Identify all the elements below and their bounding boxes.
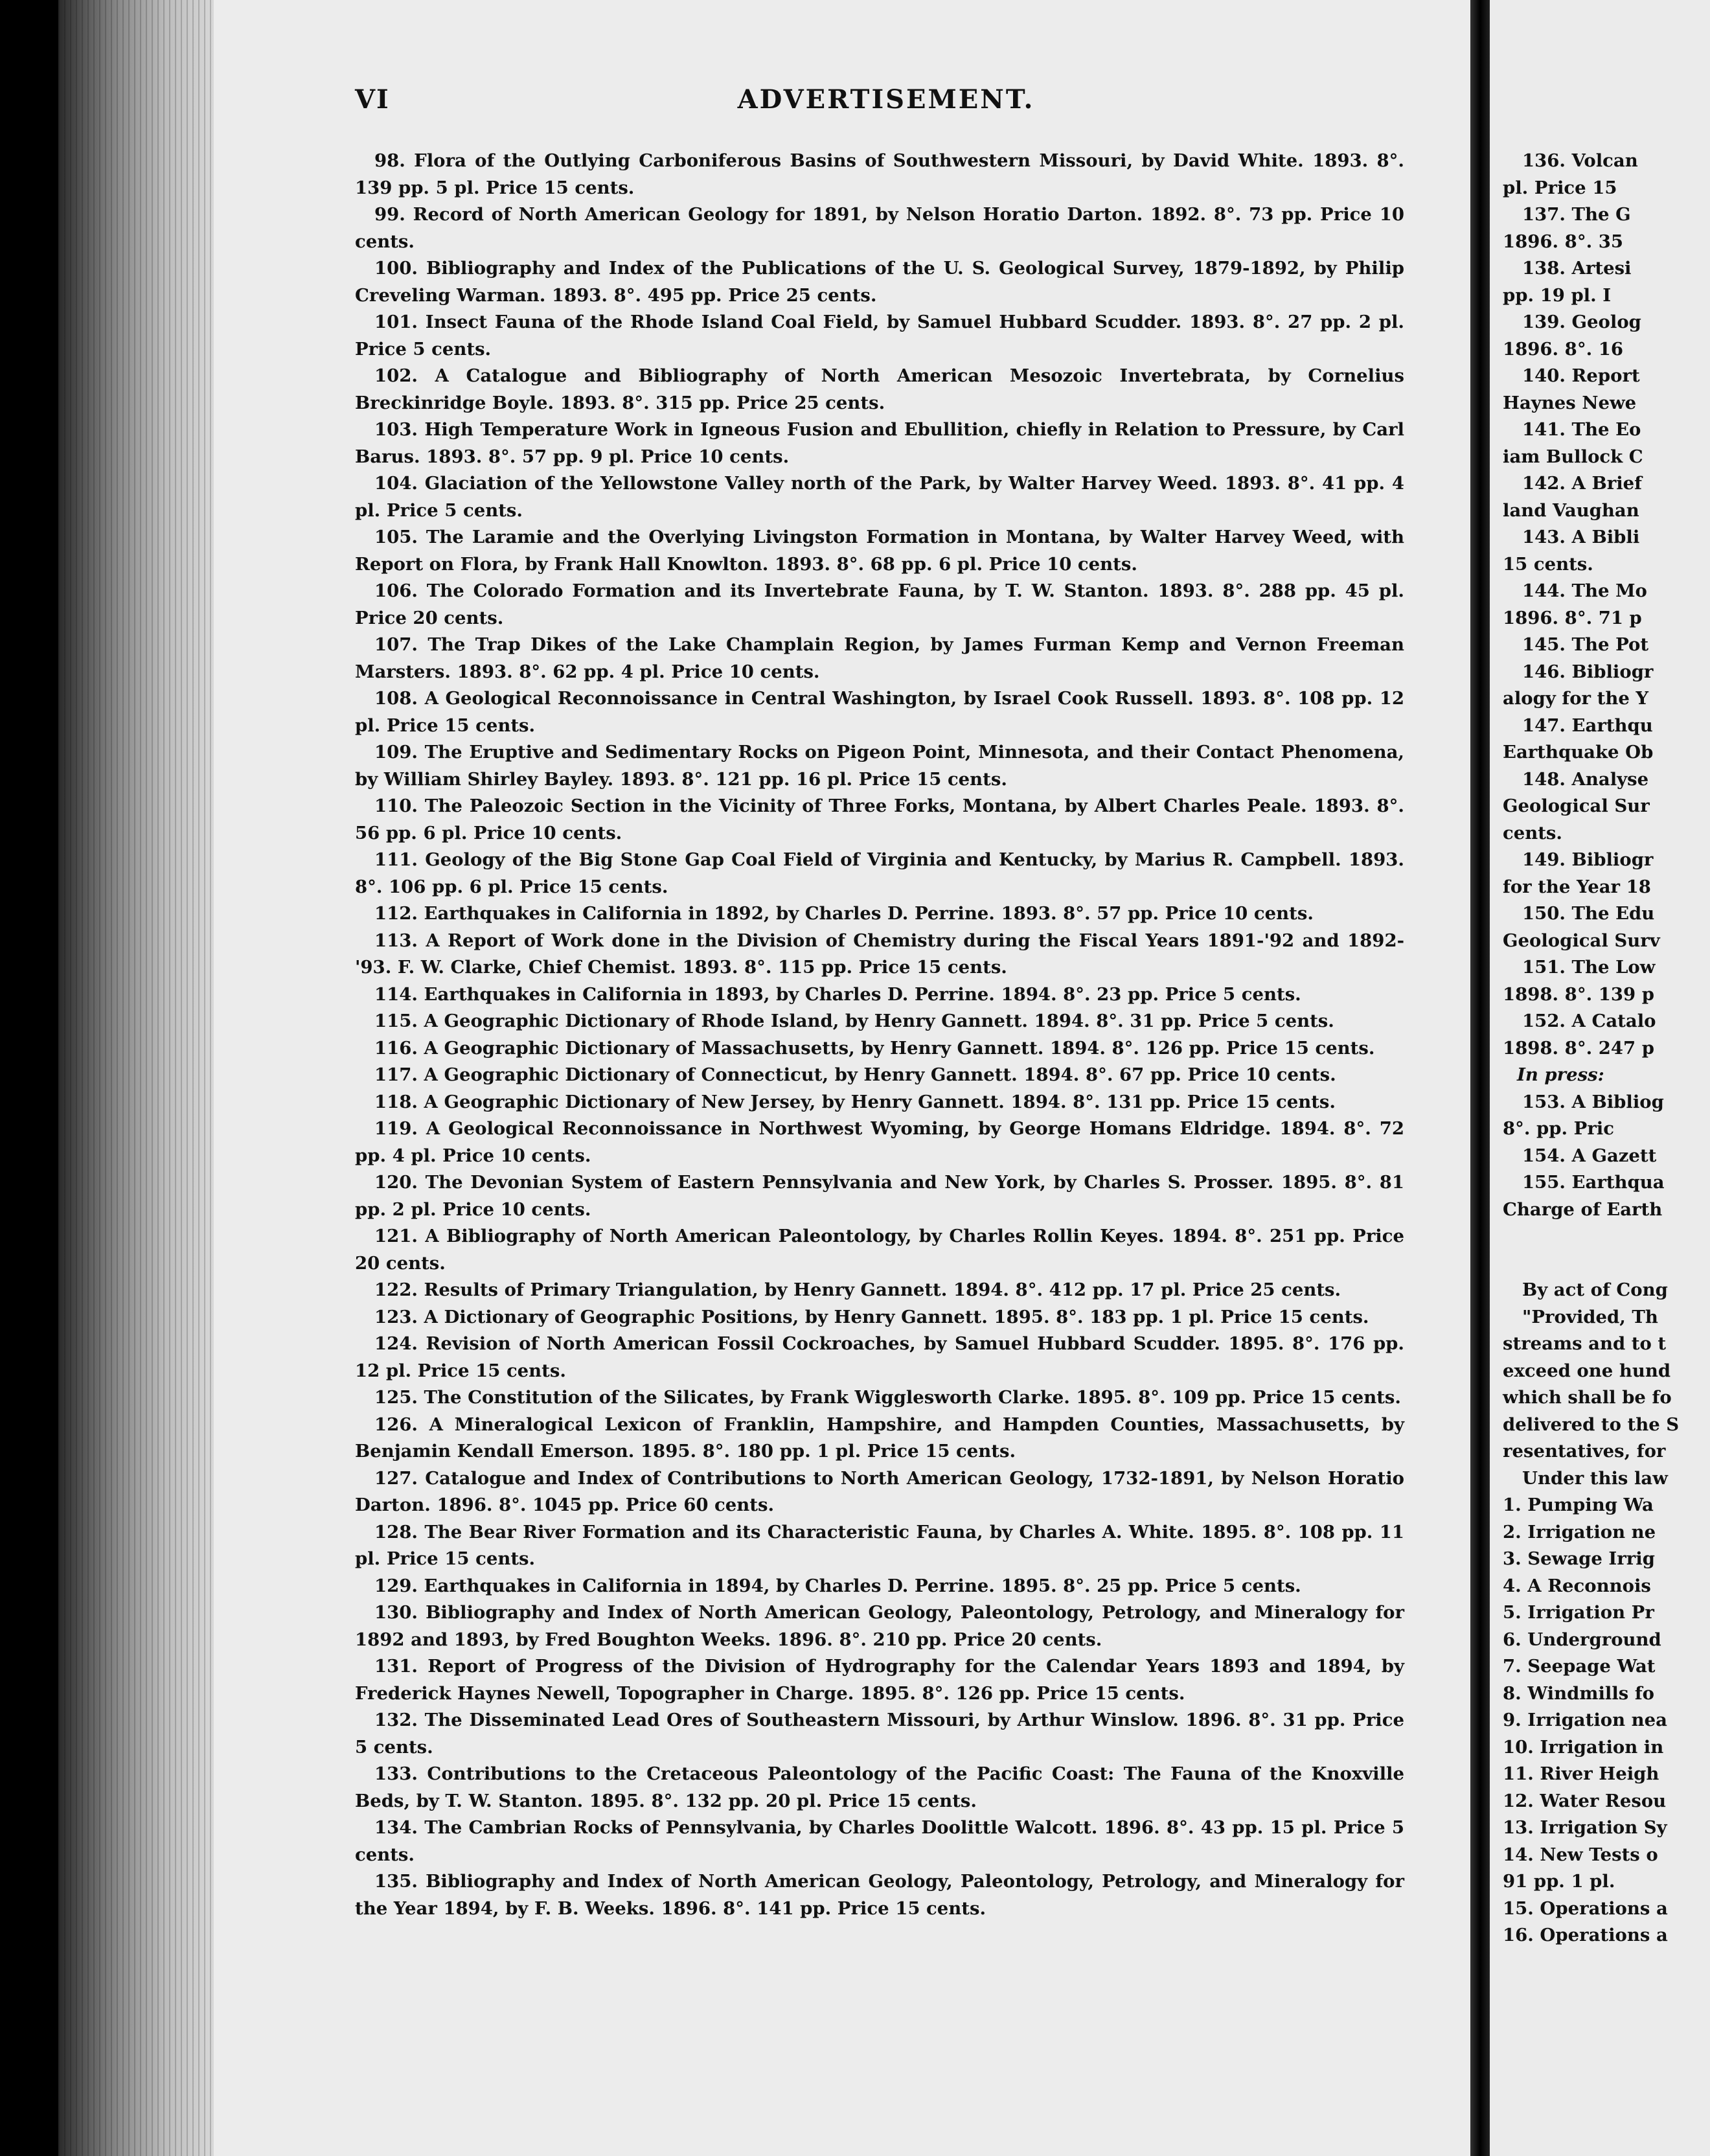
right-page-line: 10. Irrigation in [1503,1736,1664,1758]
right-page-line: 1898. 8°. 139 p [1503,983,1654,1005]
publication-list [355,148,1404,1922]
right-page-line: 9. Irrigation nea [1503,1710,1667,1730]
right-page-line: cents. [1503,822,1562,843]
right-page-line: 8. Windmills fo [1503,1682,1655,1704]
right-page-line: 144. The Mo [1522,580,1647,601]
right-page-line: 152. A Catalo [1522,1011,1656,1031]
publication-entry: 129. Earthquakes in California in 1894, by Charles D. Perrine. 1895. 8°. 25 pp. Price 5 cents. [374,1575,1301,1596]
publication-entry: 110. The Paleozoic Section in the Vicinity of Three Forks, Montana, by Albert Charles Peale. 1893. 8°. 56 pp. 6 pl. Price 10 cents. [355,796,1404,843]
right-page-line: iam Bullock C [1503,446,1643,467]
right-page-line: delivered to the S [1503,1414,1680,1435]
right-page-line: pp. 19 pl. I [1503,284,1612,306]
right-page-line: land Vaughan [1503,499,1639,521]
publication-entry: 124. Revision of North American Fossil Cockroaches, by Samuel Hubbard Scudder. 1895. 8°. 176 pp. 12 pl. Price 15 cents. [355,1333,1404,1381]
right-page-line: 1898. 8°. 247 p [1503,1037,1654,1059]
publication-entry: 114. Earthquakes in California in 1893, by Charles D. Perrine. 1894. 8°. 23 pp. Price 5 cents. [374,983,1301,1005]
publication-entry: 98. Flora of the Outlying Carboniferous Basins of Southwestern Missouri, by David White. 1893. 8°. 139 pp. 5 pl. Price 15 cents. [355,150,1404,198]
right-page-line: 7. Seepage Wat [1503,1656,1656,1677]
right-page-line: Geological Sur [1503,796,1650,816]
publication-entry: 111. Geology of the Big Stone Gap Coal Field of Virginia and Kentucky, by Marius R. Campbell. 1893. 8°. 106 pp. 6 pl. Price 15 cents. [355,849,1404,897]
right-page-line: Earthquake Ob [1503,742,1654,763]
publication-entry: 105. The Laramie and the Overlying Livingston Formation in Montana, by Walter Harvey Weed, with Report on Flora, by Frank Hall Knowlton. 1893. 8°. 68 pp. 6 pl. Price 10 cents. [355,527,1404,575]
publication-entry: 126. A Mineralogical Lexicon of Franklin, Hampshire, and Hampden Counties, Massachusetts, by Benjamin Kendall Emerson. 1895. 8°. 180 pp. 1 pl. Price 15 cents. [355,1414,1404,1462]
right-page-line: 139. Geolog [1522,312,1641,332]
publication-entry: 113. A Report of Work done in the Division of Chemistry during the Fiscal Years 1891-'92 and 1892-'93. F. W. Clarke, Chief Chemist. 1893. 8°. 115 pp. Price 15 cents. [355,930,1404,978]
publication-entry: 107. The Trap Dikes of the Lake Champlain Region, by James Furman Kemp and Vernon Freeman Marsters. 1893. 8°. 62 pp. 4 pl. Price 10 cents. [355,634,1404,682]
right-page-line: 137. The G [1522,204,1631,225]
right-page-line: 138. Artesi [1522,258,1632,279]
publication-entry: 103. High Temperature Work in Igneous Fusion and Ebullition, chiefly in Relation to Pressure, by Carl Barus. 1893. 8°. 57 pp. 9 pl. Price 10 cents. [355,419,1404,467]
book-spine [1470,0,1490,2156]
right-page-line: In press: [1517,1064,1604,1085]
right-page-text [1503,148,1710,1949]
publication-entry: 122. Results of Primary Triangulation, by Henry Gannett. 1894. 8°. 412 pp. 17 pl. Price 25 cents. [374,1279,1341,1300]
right-page-line: streams and to t [1503,1333,1667,1354]
right-page-line: 91 pp. 1 pl. [1503,1871,1615,1892]
publication-entry: 127. Catalogue and Index of Contributions to North American Geology, 1732-1891, by Nelson Horatio Darton. 1896. 8°. 1045 pp. Price 60 cents. [355,1467,1404,1515]
right-page-line: 136. Volcan [1522,150,1638,171]
publication-entry: 131. Report of Progress of the Division of Hydrography for the Calendar Years 1893 and 1894, by Frederick Haynes Newell, Topographer in Charge. 1895. 8°. 126 pp. Price 15 cents. [355,1656,1404,1704]
right-page-line: 140. Report [1522,365,1640,386]
publication-entry: 99. Record of North American Geology for 1891, by Nelson Horatio Darton. 1892. 8°. 73 pp. Price 10 cents. [355,204,1404,252]
publication-entry: 123. A Dictionary of Geographic Positions, by Henry Gannett. 1895. 8°. 183 pp. 1 pl. Price 15 cents. [374,1306,1369,1327]
right-page-line: 3. Sewage Irrig [1503,1548,1655,1569]
right-page-line: 154. A Gazett [1522,1145,1657,1166]
right-page-line: 8°. pp. Pric [1503,1118,1614,1139]
book-page-edges [58,0,214,2156]
publication-entry: 101. Insect Fauna of the Rhode Island Coal Field, by Samuel Hubbard Scudder. 1893. 8°. 27 pp. 2 pl. Price 5 cents. [355,312,1404,360]
right-page-line: 153. A Bibliog [1522,1091,1664,1112]
right-page-line: 4. A Reconnois [1503,1575,1651,1596]
right-page-line: pl. Price 15 [1503,177,1617,198]
right-page-line: "Provided, Th [1522,1306,1658,1327]
right-page-line: 15. Operations a [1503,1898,1668,1919]
publication-entry: 134. The Cambrian Rocks of Pennsylvania, by Charles Doolittle Walcott. 1896. 8°. 43 pp. 15 pl. Price 5 cents. [355,1817,1404,1865]
page-title: ADVERTISEMENT. [737,84,1035,115]
right-page-line: 5. Irrigation Pr [1503,1602,1654,1623]
right-page-line: 16. Operations a [1503,1925,1668,1945]
right-page-line: 150. The Edu [1522,903,1655,924]
publication-entry: 119. A Geological Reconnoissance in Northwest Wyoming, by George Homans Eldridge. 1894. 8°. 72 pp. 4 pl. Price 10 cents. [355,1118,1404,1166]
publication-entry: 109. The Eruptive and Sedimentary Rocks on Pigeon Point, Minnesota, and their Contact Phenomena, by William Shirley Bayley. 1893. 8°. 121 pp. 16 pl. Price 15 cents. [355,742,1404,790]
right-page-line: Haynes Newe [1503,392,1637,413]
publication-entry: 112. Earthquakes in California in 1892, by Charles D. Perrine. 1893. 8°. 57 pp. Price 10 cents. [374,903,1314,924]
publication-entry: 104. Glaciation of the Yellowstone Valley north of the Park, by Walter Harvey Weed. 1893. 8°. 41 pp. 4 pl. Price 5 cents. [355,473,1404,521]
right-page-line: 148. Analyse [1522,768,1649,790]
publication-entry: 128. The Bear River Formation and its Characteristic Fauna, by Charles A. White. 1895. 8°. 108 pp. 11 pl. Price 15 cents. [355,1521,1404,1569]
publication-entry: 121. A Bibliography of North American Paleontology, by Charles Rollin Keyes. 1894. 8°. 251 pp. Price 20 cents. [355,1226,1404,1274]
right-page-line: 1. Pumping Wa [1503,1495,1654,1515]
publication-entry: 108. A Geological Reconnoissance in Central Washington, by Israel Cook Russell. 1893. 8°. 108 pp. 12 pl. Price 15 cents. [355,688,1404,736]
right-page-line: Charge of Earth [1503,1198,1663,1220]
publication-entry: 125. The Constitution of the Silicates, by Frank Wigglesworth Clarke. 1895. 8°. 109 pp. Price 15 cents. [374,1387,1401,1408]
right-page-line: 14. New Tests o [1503,1844,1658,1865]
right-page-line: 6. Underground [1503,1629,1661,1650]
right-page-line: 142. A Brief [1522,473,1642,494]
publication-entry: 115. A Geographic Dictionary of Rhode Island, by Henry Gannett. 1894. 8°. 31 pp. Price 5 cents. [374,1011,1334,1031]
right-page-line: 13. Irrigation Sy [1503,1817,1667,1838]
page-number: VI [355,84,390,115]
publication-entry: 116. A Geographic Dictionary of Massachusetts, by Henry Gannett. 1894. 8°. 126 pp. Price 15 cents. [374,1037,1375,1059]
right-page-line: resentatives, for [1503,1441,1666,1462]
right-page-line: By act of Cong [1522,1279,1668,1300]
right-page-line: for the Year 18 [1503,876,1651,897]
right-page-line: 11. River Heigh [1503,1763,1659,1784]
right-page [1490,0,1710,2156]
right-page-line: exceed one hund [1503,1360,1671,1381]
right-page-line: 155. Earthqua [1522,1172,1665,1193]
publication-entry: 133. Contributions to the Cretaceous Paleontology of the Pacific Coast: The Fauna of the Knoxville Beds, by T. W. Stanton. 1895. 8°. 132 pp. 20 pl. Price 15 cents. [355,1763,1404,1811]
publication-entry: 106. The Colorado Formation and its Invertebrate Fauna, by T. W. Stanton. 1893. 8°. 288 pp. 45 pl. Price 20 cents. [355,580,1404,628]
right-page-line: 2. Irrigation ne [1503,1521,1656,1542]
right-page-line: 141. The Eo [1522,419,1641,440]
right-page-line: 149. Bibliogr [1522,849,1654,870]
publication-entry: 100. Bibliography and Index of the Publications of the U. S. Geological Survey, 1879-1892, by Philip Creveling Warman. 1893. 8°. 495 pp. Price 25 cents. [355,258,1404,306]
publication-entry: 102. A Catalogue and Bibliography of North American Mesozoic Invertebrata, by Cornelius Breckinridge Boyle. 1893. 8°. 315 pp. Price 25 cents. [355,365,1404,413]
publication-entry: 117. A Geographic Dictionary of Connecticut, by Henry Gannett. 1894. 8°. 67 pp. Price 10 cents. [374,1064,1336,1085]
right-page-line: 146. Bibliogr [1522,661,1654,682]
right-page-line: which shall be fo [1503,1387,1672,1408]
publication-entry: 120. The Devonian System of Eastern Pennsylvania and New York, by Charles S. Prosser. 1895. 8°. 81 pp. 2 pl. Price 10 cents. [355,1172,1404,1220]
right-page-line: 1896. 8°. 71 p [1503,607,1642,628]
publication-entry: 130. Bibliography and Index of North American Geology, Paleontology, Petrology, and Mineralogy for 1892 and 1893, by Fred Boughton Weeks. 1896. 8°. 210 pp. Price 20 cents. [355,1602,1404,1650]
right-page-line: 15 cents. [1503,553,1593,575]
right-page-line: 147. Earthqu [1522,715,1653,736]
right-page-line: alogy for the Y [1503,688,1649,709]
right-page-line: 143. A Bibli [1522,527,1640,547]
right-page-line: 1896. 8°. 35 [1503,231,1623,252]
right-page-line: Under this law [1522,1467,1668,1489]
right-page-line: 151. The Low [1522,957,1656,978]
publication-entry: 132. The Disseminated Lead Ores of Southeastern Missouri, by Arthur Winslow. 1896. 8°. 31 pp. Price 5 cents. [355,1710,1404,1758]
right-page-line: Geological Surv [1503,930,1660,951]
right-page-line: 1896. 8°. 16 [1503,338,1623,360]
right-page-line: 12. Water Resou [1503,1790,1667,1811]
publication-entry: 118. A Geographic Dictionary of New Jersey, by Henry Gannett. 1894. 8°. 131 pp. Price 15 cents. [374,1091,1336,1112]
publication-entry: 135. Bibliography and Index of North American Geology, Paleontology, Petrology, and Mineralogy for the Year 1894, by F. B. Weeks. 1896. 8°. 141 pp. Price 15 cents. [355,1871,1404,1919]
page-header [355,84,1417,123]
right-page-line: 145. The Pot [1522,634,1649,655]
